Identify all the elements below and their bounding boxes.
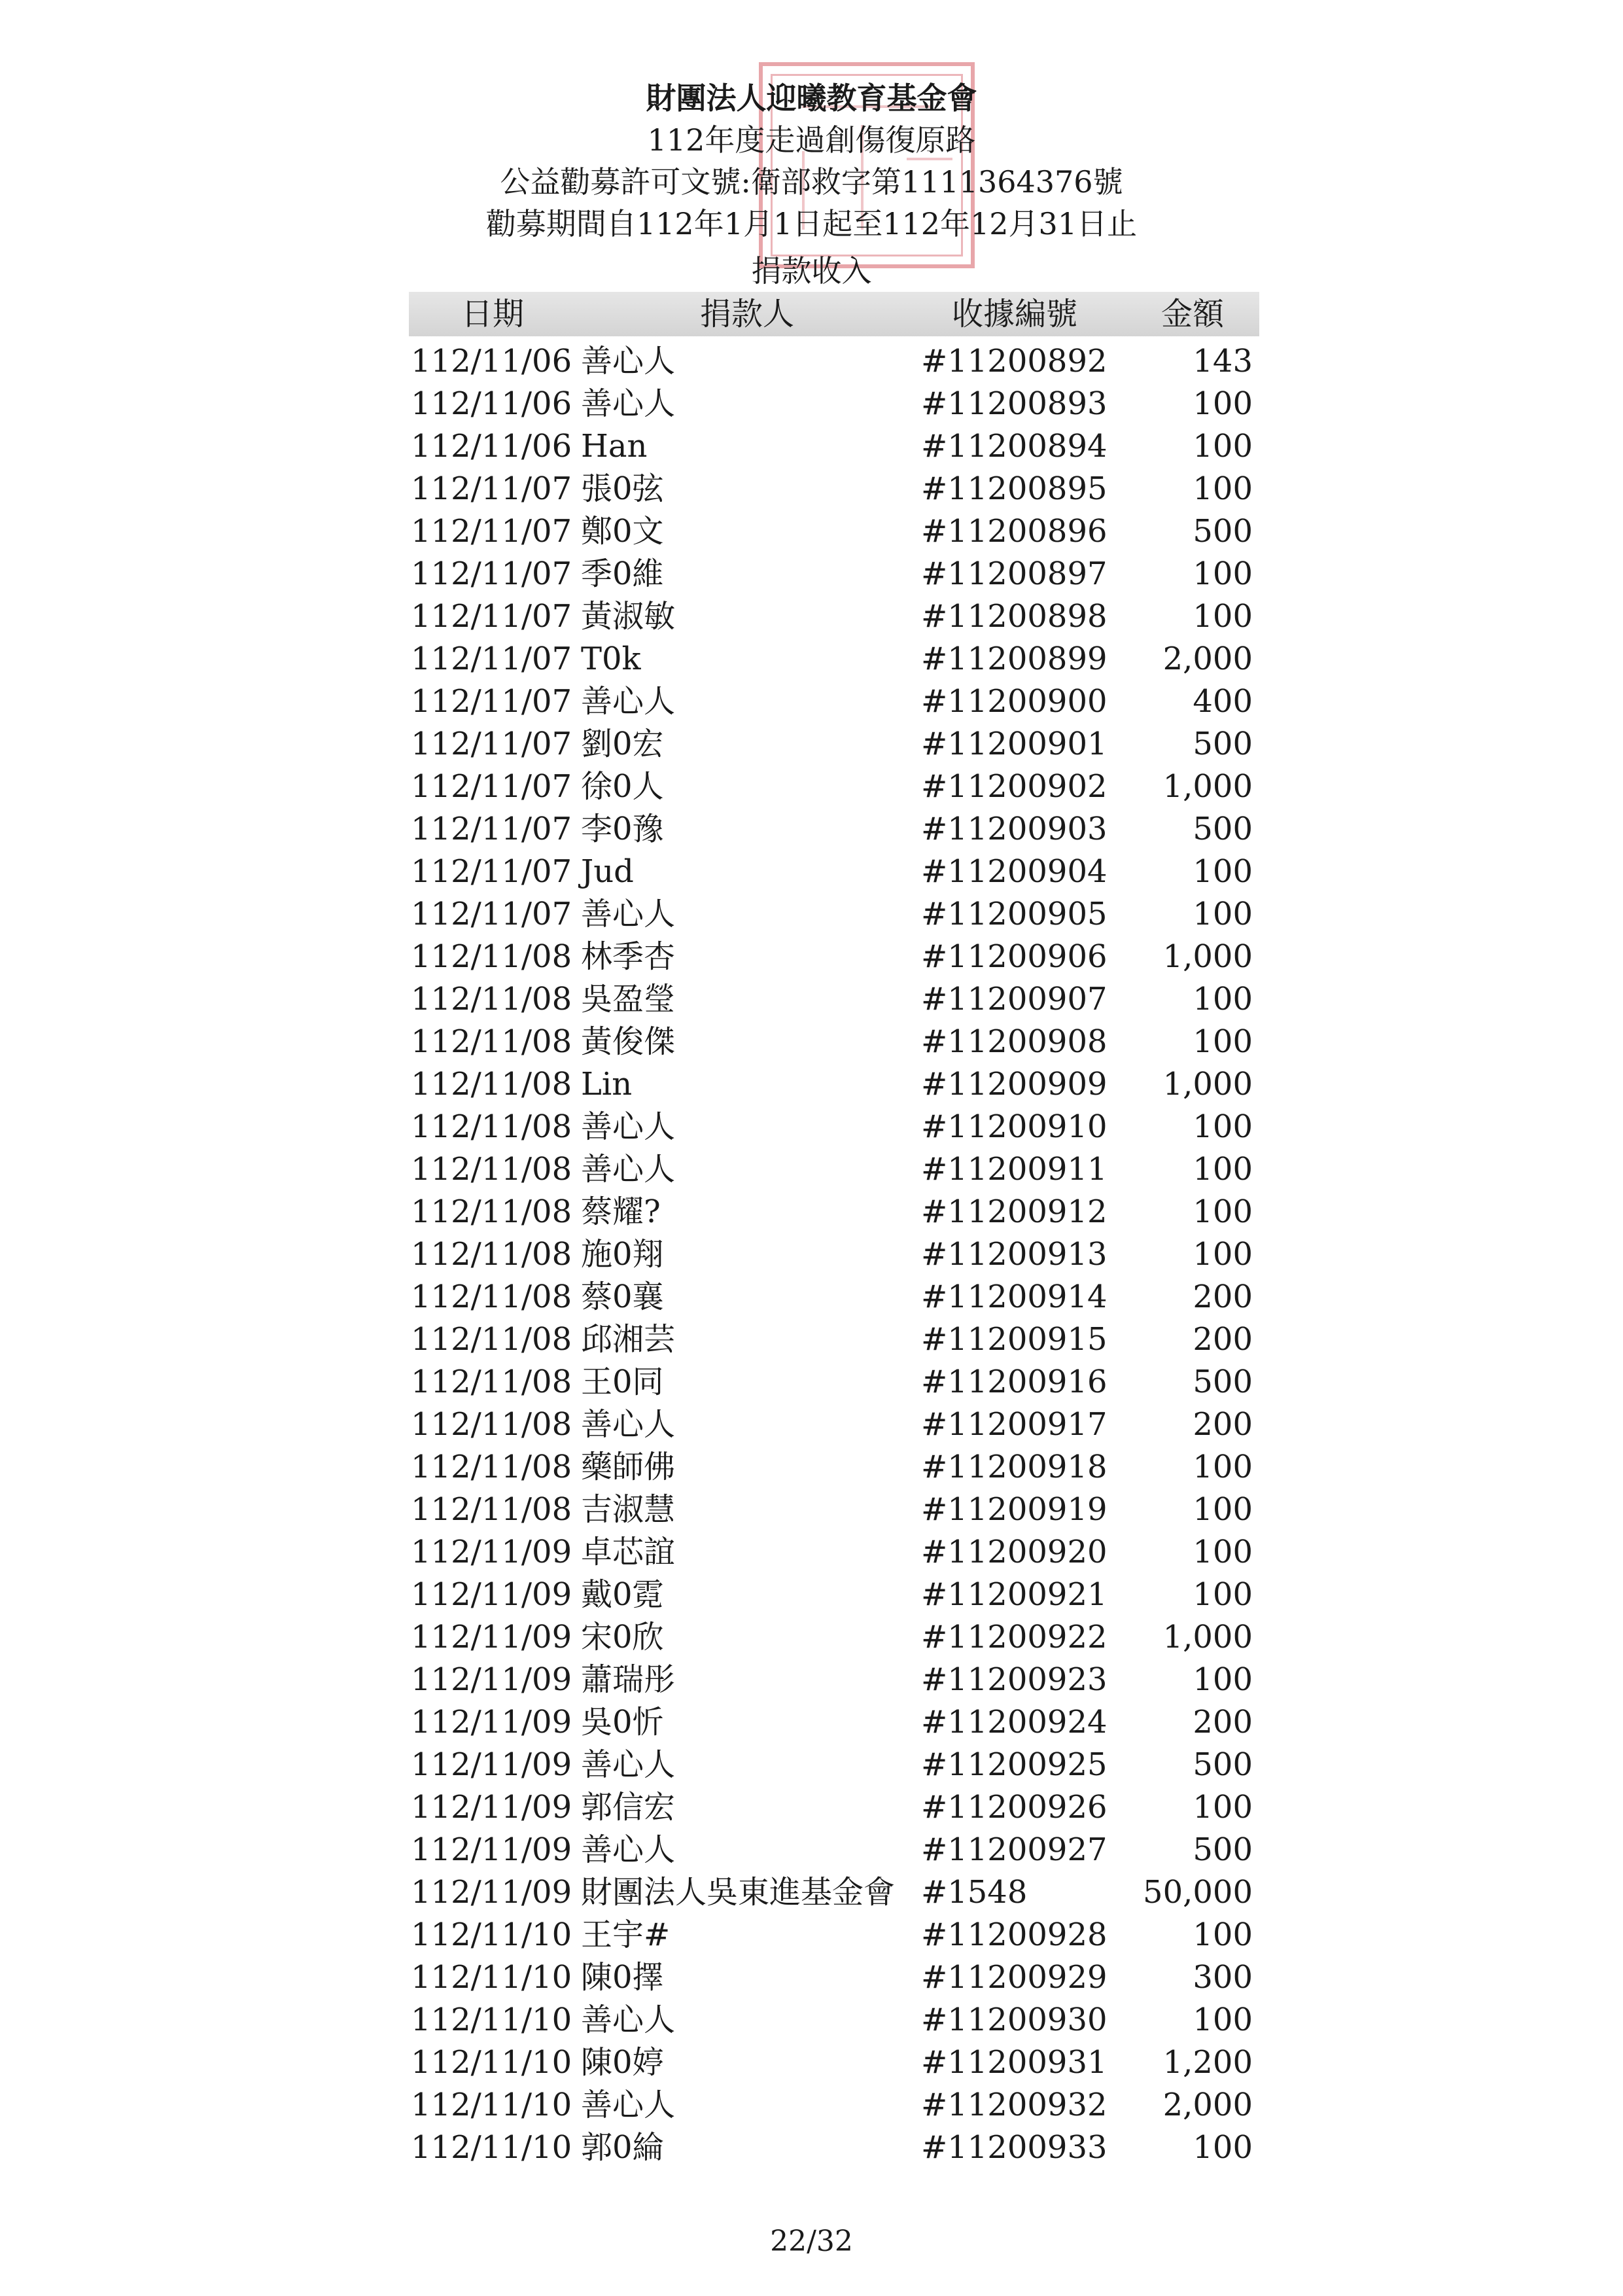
cell-donor: 善心人 xyxy=(581,2087,676,2123)
cell-date: 112/11/09 xyxy=(411,1874,572,1911)
cell-donor: 善心人 xyxy=(581,1108,676,1145)
cell-amount: 100 xyxy=(1193,1789,1253,1826)
cell-amount: 1,200 xyxy=(1162,2044,1253,2081)
table-row xyxy=(0,1447,1623,1489)
cell-donor: Lin xyxy=(581,1066,633,1103)
cell-receipt: #1548 xyxy=(921,1874,1028,1911)
cell-date: 112/11/09 xyxy=(411,1789,572,1826)
cell-date: 112/11/07 xyxy=(411,598,572,635)
table-row xyxy=(0,851,1623,894)
cell-receipt: #11200931 xyxy=(921,2044,1108,2081)
cell-amount: 100 xyxy=(1193,1151,1253,1188)
cell-amount: 500 xyxy=(1193,1831,1253,1868)
table-row xyxy=(0,894,1623,936)
cell-donor: 季0維 xyxy=(581,556,664,592)
cell-amount: 100 xyxy=(1193,556,1253,592)
cell-receipt: #11200905 xyxy=(921,896,1108,932)
cell-receipt: #11200916 xyxy=(921,1364,1108,1400)
table-row xyxy=(0,383,1623,426)
cell-date: 112/11/10 xyxy=(411,1959,572,1996)
cell-donor: 黃俊傑 xyxy=(581,1023,676,1060)
cell-receipt: #11200918 xyxy=(921,1449,1108,1485)
document-header xyxy=(0,77,1623,245)
table-row xyxy=(0,1659,1623,1702)
cell-receipt: #11200910 xyxy=(921,1108,1108,1145)
cell-date: 112/11/10 xyxy=(411,2129,572,2166)
table-row xyxy=(0,809,1623,851)
cell-donor: 善心人 xyxy=(581,1406,676,1443)
table-row xyxy=(0,596,1623,639)
cell-donor: 鄭0文 xyxy=(581,513,664,550)
cell-amount: 1,000 xyxy=(1162,1066,1253,1103)
table-row xyxy=(0,681,1623,724)
cell-receipt: #11200923 xyxy=(921,1661,1108,1698)
cell-donor: 林季杏 xyxy=(581,938,676,975)
cell-receipt: #11200908 xyxy=(921,1023,1108,1060)
cell-donor: 財團法人吳東進基金會 xyxy=(581,1874,896,1911)
table-row xyxy=(0,468,1623,511)
table-row xyxy=(0,2042,1623,2085)
cell-receipt: #11200924 xyxy=(921,1704,1108,1740)
table-row xyxy=(0,639,1623,681)
cell-date: 112/11/06 xyxy=(411,343,572,380)
cell-date: 112/11/09 xyxy=(411,1746,572,1783)
cell-date: 112/11/08 xyxy=(411,1193,572,1230)
cell-date: 112/11/08 xyxy=(411,938,572,975)
cell-amount: 200 xyxy=(1193,1704,1253,1740)
cell-donor: 善心人 xyxy=(581,1746,676,1783)
cell-donor: Jud xyxy=(581,853,634,890)
cell-amount: 100 xyxy=(1193,1193,1253,1230)
cell-amount: 100 xyxy=(1193,1491,1253,1528)
cell-donor: 蔡0襄 xyxy=(581,1279,664,1315)
table-row xyxy=(0,1404,1623,1447)
cell-receipt: #11200911 xyxy=(921,1151,1108,1188)
cell-donor: 施0翔 xyxy=(581,1236,664,1273)
cell-donor: 郭信宏 xyxy=(581,1789,676,1826)
cell-donor: T0k xyxy=(581,641,641,677)
cell-receipt: #11200895 xyxy=(921,470,1108,507)
cell-receipt: #11200907 xyxy=(921,981,1108,1017)
cell-date: 112/11/08 xyxy=(411,1279,572,1315)
cell-date: 112/11/09 xyxy=(411,1534,572,1570)
fundraising-period: 勸募期間自112年1月1日起至112年12月31日止 xyxy=(485,206,1138,241)
cell-amount: 100 xyxy=(1193,2129,1253,2166)
cell-receipt: #11200904 xyxy=(921,853,1108,890)
cell-amount: 100 xyxy=(1193,1661,1253,1698)
cell-receipt: #11200917 xyxy=(921,1406,1108,1443)
table-row xyxy=(0,1277,1623,1319)
cell-donor: 善心人 xyxy=(581,1151,676,1188)
table-row xyxy=(0,1744,1623,1787)
cell-date: 112/11/08 xyxy=(411,1321,572,1358)
cell-amount: 100 xyxy=(1193,1576,1253,1613)
cell-date: 112/11/06 xyxy=(411,385,572,422)
cell-receipt: #11200902 xyxy=(921,768,1108,805)
cell-donor: 李0豫 xyxy=(581,811,664,847)
cell-donor: 善心人 xyxy=(581,343,676,380)
cell-receipt: #11200915 xyxy=(921,1321,1108,1358)
table-row xyxy=(0,724,1623,766)
cell-amount: 50,000 xyxy=(1143,1874,1253,1911)
cell-amount: 500 xyxy=(1193,726,1253,762)
cell-donor: 黃淑敏 xyxy=(581,598,676,635)
cell-receipt: #11200919 xyxy=(921,1491,1108,1528)
table-row xyxy=(0,766,1623,809)
cell-amount: 200 xyxy=(1193,1321,1253,1358)
section-title: 捐款收入 xyxy=(751,253,872,289)
cell-receipt: #11200898 xyxy=(921,598,1108,635)
organization-name: 財團法人迎曦教育基金會 xyxy=(646,80,977,116)
cell-date: 112/11/08 xyxy=(411,1364,572,1400)
cell-amount: 500 xyxy=(1193,513,1253,550)
cell-donor: 戴0霓 xyxy=(581,1576,664,1613)
table-row xyxy=(0,1064,1623,1106)
cell-date: 112/11/08 xyxy=(411,981,572,1017)
cell-donor: 善心人 xyxy=(581,1831,676,1868)
table-row xyxy=(0,1106,1623,1149)
cell-date: 112/11/10 xyxy=(411,1916,572,1953)
cell-receipt: #11200912 xyxy=(921,1193,1108,1230)
cell-donor: 藥師佛 xyxy=(581,1449,676,1485)
cell-donor: 吳盈瑩 xyxy=(581,981,676,1017)
cell-date: 112/11/07 xyxy=(411,896,572,932)
page-number: 22/32 xyxy=(770,2225,853,2258)
cell-donor: 吉淑慧 xyxy=(581,1491,676,1528)
cell-receipt: #11200929 xyxy=(921,1959,1108,1996)
cell-amount: 100 xyxy=(1193,1916,1253,1953)
cell-date: 112/11/10 xyxy=(411,2087,572,2123)
cell-donor: 卓芯誼 xyxy=(581,1534,676,1570)
cell-date: 112/11/07 xyxy=(411,556,572,592)
cell-amount: 200 xyxy=(1193,1279,1253,1315)
cell-amount: 1,000 xyxy=(1162,768,1253,805)
table-row xyxy=(0,1787,1623,1829)
cell-receipt: #11200906 xyxy=(921,938,1108,975)
cell-date: 112/11/08 xyxy=(411,1406,572,1443)
cell-amount: 2,000 xyxy=(1162,2087,1253,2123)
cell-date: 112/11/10 xyxy=(411,2044,572,2081)
cell-amount: 100 xyxy=(1193,1023,1253,1060)
table-row xyxy=(0,554,1623,596)
cell-date: 112/11/07 xyxy=(411,683,572,720)
table-row xyxy=(0,1702,1623,1744)
cell-receipt: #11200920 xyxy=(921,1534,1108,1570)
table-row xyxy=(0,1234,1623,1277)
table-row xyxy=(0,1617,1623,1659)
cell-receipt: #11200897 xyxy=(921,556,1108,592)
cell-donor: 徐0人 xyxy=(581,768,664,805)
cell-date: 112/11/08 xyxy=(411,1491,572,1528)
cell-receipt: #11200921 xyxy=(921,1576,1108,1613)
cell-amount: 500 xyxy=(1193,1746,1253,1783)
permit-number: 公益勸募許可文號:衛部救字第1111364376號 xyxy=(500,164,1123,200)
table-row xyxy=(0,511,1623,554)
cell-receipt: #11200933 xyxy=(921,2129,1108,2166)
cell-amount: 100 xyxy=(1193,428,1253,465)
cell-date: 112/11/09 xyxy=(411,1704,572,1740)
project-title: 112年度走過創傷復原路 xyxy=(647,122,976,158)
cell-date: 112/11/09 xyxy=(411,1619,572,1655)
cell-amount: 500 xyxy=(1193,1364,1253,1400)
cell-date: 112/11/09 xyxy=(411,1576,572,1613)
cell-date: 112/11/07 xyxy=(411,768,572,805)
cell-date: 112/11/07 xyxy=(411,513,572,550)
cell-date: 112/11/08 xyxy=(411,1066,572,1103)
table-row xyxy=(0,1574,1623,1617)
column-header-date: 日期 xyxy=(461,296,525,332)
cell-donor: 陳0擇 xyxy=(581,1959,664,1996)
column-header-amount: 金額 xyxy=(1161,296,1225,332)
cell-date: 112/11/08 xyxy=(411,1108,572,1145)
cell-amount: 100 xyxy=(1193,470,1253,507)
cell-amount: 100 xyxy=(1193,598,1253,635)
table-row xyxy=(0,1489,1623,1532)
cell-amount: 100 xyxy=(1193,896,1253,932)
table-row xyxy=(0,1362,1623,1404)
cell-amount: 1,000 xyxy=(1162,938,1253,975)
cell-receipt: #11200893 xyxy=(921,385,1108,422)
cell-amount: 100 xyxy=(1193,1449,1253,1485)
cell-date: 112/11/08 xyxy=(411,1023,572,1060)
column-header-receipt: 收據編號 xyxy=(952,296,1078,332)
cell-receipt: #11200926 xyxy=(921,1789,1108,1826)
cell-amount: 400 xyxy=(1193,683,1253,720)
cell-donor: 王宇# xyxy=(581,1916,671,1953)
table-row xyxy=(0,979,1623,1021)
cell-date: 112/11/07 xyxy=(411,641,572,677)
cell-donor: Han xyxy=(581,428,648,465)
cell-receipt: #11200928 xyxy=(921,1916,1108,1953)
cell-amount: 200 xyxy=(1193,1406,1253,1443)
cell-date: 112/11/09 xyxy=(411,1661,572,1698)
cell-receipt: #11200903 xyxy=(921,811,1108,847)
table-row xyxy=(0,1532,1623,1574)
table-row xyxy=(0,1319,1623,1362)
cell-receipt: #11200894 xyxy=(921,428,1108,465)
cell-amount: 143 xyxy=(1193,343,1253,380)
cell-donor: 吳0忻 xyxy=(581,1704,664,1740)
cell-receipt: #11200900 xyxy=(921,683,1108,720)
table-row xyxy=(0,426,1623,468)
cell-donor: 蔡耀? xyxy=(581,1193,661,1230)
cell-date: 112/11/08 xyxy=(411,1449,572,1485)
cell-amount: 100 xyxy=(1193,2002,1253,2038)
cell-receipt: #11200899 xyxy=(921,641,1108,677)
cell-date: 112/11/07 xyxy=(411,811,572,847)
cell-donor: 善心人 xyxy=(581,2002,676,2038)
column-header-donor: 捐款人 xyxy=(700,296,795,332)
table-row xyxy=(0,1192,1623,1234)
table-row xyxy=(0,341,1623,383)
table-row xyxy=(0,1915,1623,1957)
cell-amount: 100 xyxy=(1193,1534,1253,1570)
cell-receipt: #11200896 xyxy=(921,513,1108,550)
cell-date: 112/11/10 xyxy=(411,2002,572,2038)
table-row xyxy=(0,2000,1623,2042)
cell-donor: 郭0綸 xyxy=(581,2129,664,2166)
table-header xyxy=(409,292,1259,336)
donation-table-body xyxy=(0,341,1623,2170)
cell-receipt: #11200909 xyxy=(921,1066,1108,1103)
cell-donor: 邱湘芸 xyxy=(581,1321,676,1358)
table-row xyxy=(0,2085,1623,2127)
cell-donor: 陳0婷 xyxy=(581,2044,664,2081)
cell-date: 112/11/07 xyxy=(411,470,572,507)
cell-amount: 100 xyxy=(1193,1108,1253,1145)
cell-date: 112/11/06 xyxy=(411,428,572,465)
cell-amount: 500 xyxy=(1193,811,1253,847)
cell-receipt: #11200932 xyxy=(921,2087,1108,2123)
cell-date: 112/11/07 xyxy=(411,853,572,890)
cell-amount: 1,000 xyxy=(1162,1619,1253,1655)
cell-amount: 300 xyxy=(1193,1959,1253,1996)
cell-date: 112/11/07 xyxy=(411,726,572,762)
table-row xyxy=(0,1957,1623,2000)
cell-receipt: #11200913 xyxy=(921,1236,1108,1273)
cell-date: 112/11/08 xyxy=(411,1236,572,1273)
cell-amount: 100 xyxy=(1193,1236,1253,1273)
cell-amount: 100 xyxy=(1193,853,1253,890)
cell-receipt: #11200925 xyxy=(921,1746,1108,1783)
cell-receipt: #11200914 xyxy=(921,1279,1108,1315)
cell-donor: 劉0宏 xyxy=(581,726,664,762)
table-row xyxy=(0,1872,1623,1915)
table-row xyxy=(0,1829,1623,1872)
table-row xyxy=(0,1149,1623,1192)
cell-amount: 100 xyxy=(1193,385,1253,422)
table-row xyxy=(0,2127,1623,2170)
table-row xyxy=(0,1021,1623,1064)
cell-donor: 善心人 xyxy=(581,683,676,720)
cell-amount: 100 xyxy=(1193,981,1253,1017)
cell-receipt: #11200922 xyxy=(921,1619,1108,1655)
cell-date: 112/11/08 xyxy=(411,1151,572,1188)
cell-donor: 善心人 xyxy=(581,896,676,932)
cell-donor: 王0同 xyxy=(581,1364,664,1400)
cell-receipt: #11200930 xyxy=(921,2002,1108,2038)
cell-receipt: #11200901 xyxy=(921,726,1108,762)
cell-donor: 蕭瑞彤 xyxy=(581,1661,676,1698)
cell-amount: 2,000 xyxy=(1162,641,1253,677)
cell-donor: 張0弦 xyxy=(581,470,664,507)
cell-donor: 善心人 xyxy=(581,385,676,422)
cell-receipt: #11200927 xyxy=(921,1831,1108,1868)
table-row xyxy=(0,936,1623,979)
cell-date: 112/11/09 xyxy=(411,1831,572,1868)
cell-receipt: #11200892 xyxy=(921,343,1108,380)
cell-donor: 宋0欣 xyxy=(581,1619,664,1655)
